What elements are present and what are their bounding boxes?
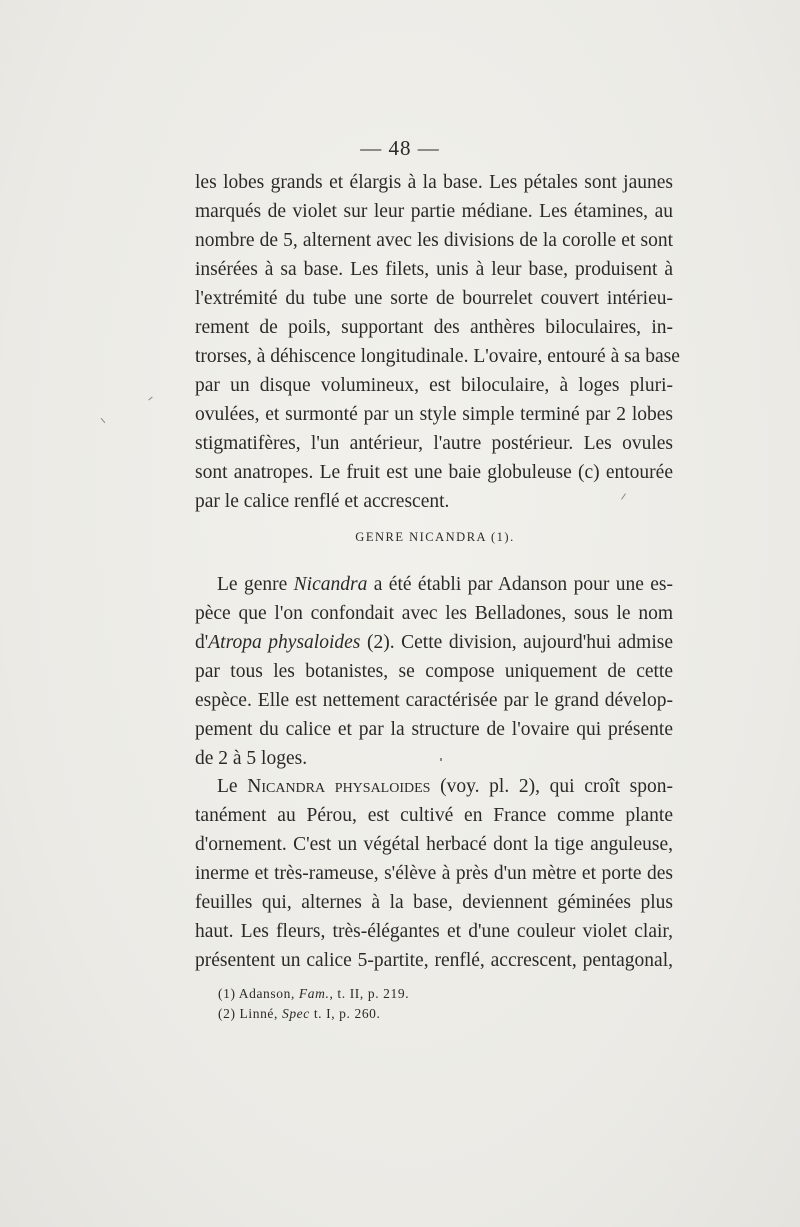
text-line: ovulées, et surmonté par un style simple terminé par 2 lobes bbox=[195, 404, 673, 425]
text-fragment: Le genre bbox=[217, 574, 294, 595]
text-line: par un disque volumineux, est biloculaire, à loges pluri- bbox=[195, 375, 673, 396]
paragraph-nicandra-physaloides bbox=[195, 772, 673, 975]
text-line bbox=[195, 772, 673, 801]
text-line: feuilles qui, alternes à la base, deviennent géminées plus bbox=[195, 892, 673, 913]
text-line: les lobes grands et élargis à la base. Les pétales sont jaunes bbox=[195, 172, 673, 193]
text-line: présentent un calice 5-partite, renflé, accrescent, pentagonal, bbox=[195, 950, 673, 971]
page-number: — 48 — bbox=[360, 136, 440, 160]
text-line: sont anatropes. Le fruit est une baie globuleuse (c) entourée bbox=[195, 462, 673, 483]
italic-term: Atropa physaloides bbox=[208, 632, 361, 653]
text-fragment: a été établi par Adanson pour une es- bbox=[367, 574, 673, 595]
section-heading: GENRE NICANDRA (1). bbox=[355, 530, 515, 544]
text-fragment: Le bbox=[217, 776, 248, 797]
text-line bbox=[195, 570, 673, 599]
text-line: d'ornement. C'est un végétal herbacé dont la tige anguleuse, bbox=[195, 834, 673, 855]
italic-term: Nicandra bbox=[293, 574, 368, 595]
text-line: par tous les botanistes, se compose uniquement de cette bbox=[195, 661, 673, 682]
text-line: pement du calice et par la structure de l'ovaire qui présente bbox=[195, 719, 673, 740]
text-line: l'extrémité du tube une sorte de bourrelet couvert intérieu- bbox=[195, 288, 673, 309]
scan-speck bbox=[440, 758, 442, 761]
text-line bbox=[195, 628, 673, 657]
text-fragment: (2). Cette division, aujourd'hui admise bbox=[360, 632, 673, 653]
footnote-2 bbox=[218, 1004, 638, 1024]
text-fragment: t. I, p. 260. bbox=[309, 1006, 381, 1021]
text-fragment: (1) Adanson, bbox=[218, 986, 299, 1001]
text-fragment: , t. II, p. 219. bbox=[329, 986, 410, 1001]
text-fragment: (2) Linné, bbox=[218, 1006, 282, 1021]
text-line: insérées à sa base. Les filets, unis à leur base, produisent à bbox=[195, 259, 673, 280]
scan-speck bbox=[101, 418, 106, 423]
paragraph-genus-nicandra bbox=[195, 570, 673, 773]
text-fragment: d' bbox=[195, 632, 209, 653]
text-line: trorses, à déhiscence longitudinale. L'ovaire, entouré à sa base bbox=[195, 346, 680, 367]
text-line: haut. Les fleurs, très-élégantes et d'une couleur violet clair, bbox=[195, 921, 673, 942]
text-line: tanément au Pérou, est cultivé en France comme plante bbox=[195, 805, 673, 826]
text-fragment: (voy. pl. 2), qui croît spon- bbox=[430, 776, 673, 797]
text-line: espèce. Elle est nettement caractérisée par le grand dévelop- bbox=[195, 690, 673, 711]
scan-speck bbox=[148, 397, 152, 401]
text-line: stigmatifères, l'un antérieur, l'autre postérieur. Les ovules bbox=[195, 433, 673, 454]
paragraph-stamens-ovary bbox=[195, 168, 680, 516]
italic-term: Spec bbox=[281, 1006, 310, 1021]
text-line: rement de poils, supportant des anthères biloculaires, in- bbox=[195, 317, 673, 338]
text-line: pèce que l'on confondait avec les Belladones, sous le nom bbox=[195, 603, 673, 624]
footnotes bbox=[218, 984, 638, 1024]
italic-term: Fam. bbox=[298, 986, 330, 1001]
text-line: inerme et très-rameuse, s'élève à près d'un mètre et porte des bbox=[195, 863, 673, 884]
text-line: marqués de violet sur leur partie médiane. Les étamines, au bbox=[195, 201, 673, 222]
footnote-1 bbox=[218, 984, 638, 1004]
text-line: par le calice renflé et accrescent. bbox=[195, 491, 450, 512]
small-caps-term: Nicandra physaloides bbox=[247, 776, 431, 797]
text-line: nombre de 5, alternent avec les divisions de la corolle et sont bbox=[195, 230, 673, 251]
text-line: de 2 à 5 loges. bbox=[195, 748, 308, 769]
